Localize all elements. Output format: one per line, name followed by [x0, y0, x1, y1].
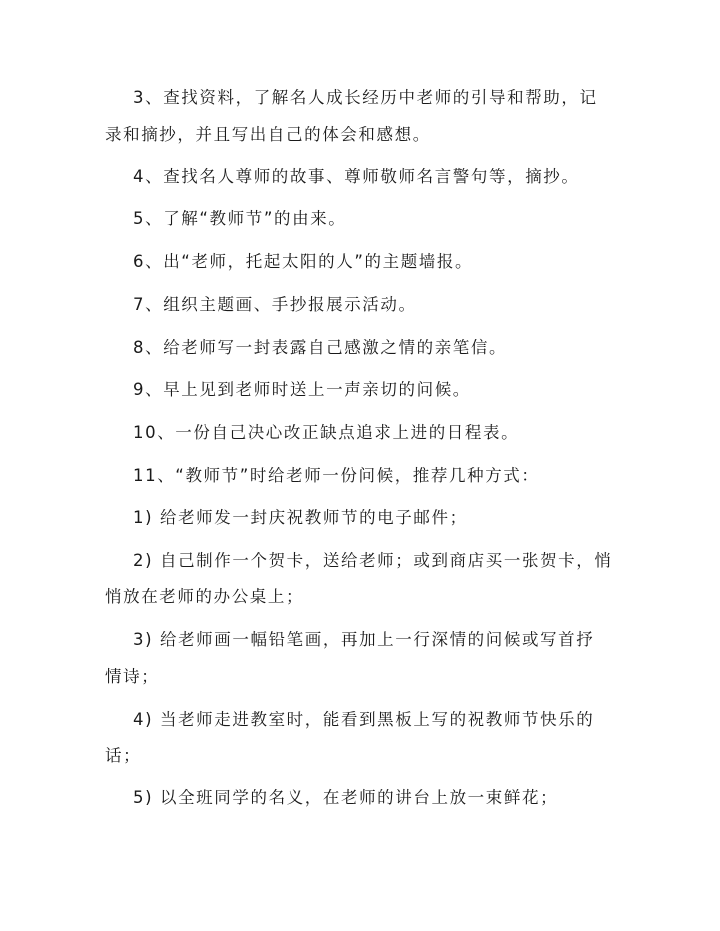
- list-item-3-line-2: 录和摘抄，并且写出自己的体会和感想。: [105, 125, 431, 144]
- list-item-8: 8、给老师写一封表露自己感激之情的亲笔信。: [133, 338, 508, 357]
- sub-item-4-line-1: 4) 当老师走进教室时，能看到黑板上写的祝教师节快乐的: [133, 710, 595, 729]
- list-item-9: 9、早上见到老师时送上一声亲切的问候。: [133, 380, 471, 399]
- list-item-10: 10、一份自己决心改正缺点追求上进的日程表。: [133, 423, 520, 442]
- sub-item-3-line-2: 情诗；: [105, 667, 160, 686]
- list-item-3-line-1: 3、查找资料，了解名人成长经历中老师的引导和帮助，记: [133, 88, 598, 107]
- list-item-4: 4、查找名人尊师的故事、尊师敬师名言警句等，摘抄。: [133, 167, 580, 186]
- list-item-5: 5、了解“教师节”的由来。: [133, 209, 347, 228]
- list-item-7: 7、组织主题画、手抄报展示活动。: [133, 295, 417, 314]
- sub-item-3-line-1: 3) 给老师画一幅铅笔画，再加上一行深情的问候或写首抒: [133, 630, 595, 649]
- sub-item-2-line-2: 悄放在老师的办公桌上；: [105, 587, 305, 606]
- list-item-6: 6、出“老师，托起太阳的人”的主题墙报。: [133, 252, 474, 271]
- sub-item-1: 1) 给老师发一封庆祝教师节的电子邮件；: [133, 508, 468, 527]
- list-item-11: 11、“教师节”时给老师一份问候，推荐几种方式：: [133, 466, 540, 485]
- sub-item-5: 5) 以全班同学的名义，在老师的讲台上放一束鲜花；: [133, 788, 559, 807]
- sub-item-4-line-2: 话；: [105, 746, 142, 765]
- sub-item-2-line-1: 2) 自己制作一个贺卡，送给老师；或到商店买一张贺卡，悄: [133, 551, 613, 570]
